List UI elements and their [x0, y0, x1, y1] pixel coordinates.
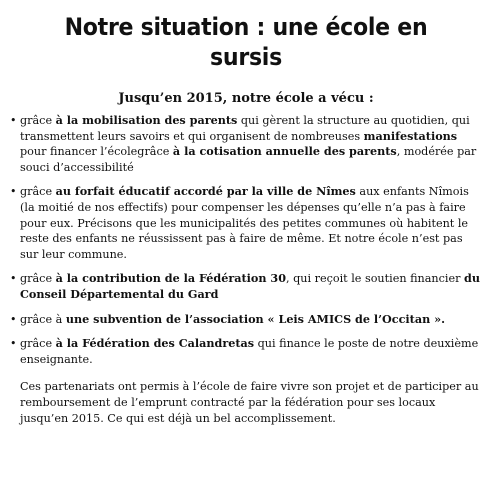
text-run: aux enfants Nîmois (la moitié de nos effectifs) pour compenser les dépenses qu’elle n’a pas à faire pour eux. Précisons que les municipalités des petites communes où habitent le reste des enfants ne réussissent pas à faire de même. Et notre école n’est pas sur leur commune.	[20, 185, 469, 261]
text-run: grâce	[20, 114, 56, 127]
emphasis-text: à la Fédération des Calandretas	[55, 336, 255, 351]
text-run: grâce	[20, 185, 56, 199]
section-subtitle: Jusqu’en 2015, notre école a vécu :	[118, 91, 374, 106]
list-item	[10, 336, 482, 367]
text-run: qui finance le poste de notre deuxième enseignante.	[20, 337, 479, 366]
conclusion-paragraph: Ces partenariats ont permis à l’école de faire vivre son projet et de participer au remboursement de l’emprunt contracté par la fédération pour ses locaux jusqu’en 2015. Ce qui est déjà un bel accomplissement.	[20, 380, 479, 425]
item-text	[20, 337, 478, 366]
emphasis-text: une subvention de l’association « Leis AMICS de l’Occitan ».	[65, 311, 445, 326]
list-item	[10, 184, 482, 262]
emphasis-text: à la cotisation annuelle des parents	[172, 144, 397, 159]
list-item	[10, 271, 482, 302]
item-text	[20, 272, 480, 301]
text-run: pour financer l’écolegrâce	[20, 145, 173, 159]
bullet-icon: •	[10, 114, 17, 127]
emphasis-text: manifestations	[363, 128, 458, 143]
funding-list	[10, 113, 482, 367]
emphasis-text: du Conseil Départemental du Gard	[20, 271, 480, 301]
list-item	[10, 113, 482, 175]
item-text	[20, 114, 476, 174]
page-title: Notre situation : une école en sursis	[64, 13, 428, 71]
text-run: grâce	[20, 272, 56, 286]
text-run: qui gèrent la structure au quotidien, qui transmettent leurs savoirs et qui organisent de nombreuses	[20, 114, 470, 143]
emphasis-text: à la mobilisation des parents	[55, 113, 238, 127]
item-text	[20, 313, 445, 326]
emphasis-text: au forfait éducatif accordé par la ville de Nîmes	[55, 184, 356, 199]
bullet-icon: •	[10, 337, 17, 351]
bullet-icon: •	[10, 312, 17, 326]
text-run: , modérée par souci d’accessibilité	[20, 145, 477, 174]
text-run: grâce	[20, 337, 56, 351]
text-run: , qui reçoit le soutien financier	[285, 272, 465, 286]
bullet-icon: •	[10, 185, 17, 199]
item-text	[20, 185, 469, 260]
list-item	[10, 312, 482, 328]
emphasis-text: à la contribution de la Fédération 30	[55, 271, 286, 286]
bullet-icon: •	[10, 272, 17, 286]
text-run: grâce à	[20, 312, 66, 326]
